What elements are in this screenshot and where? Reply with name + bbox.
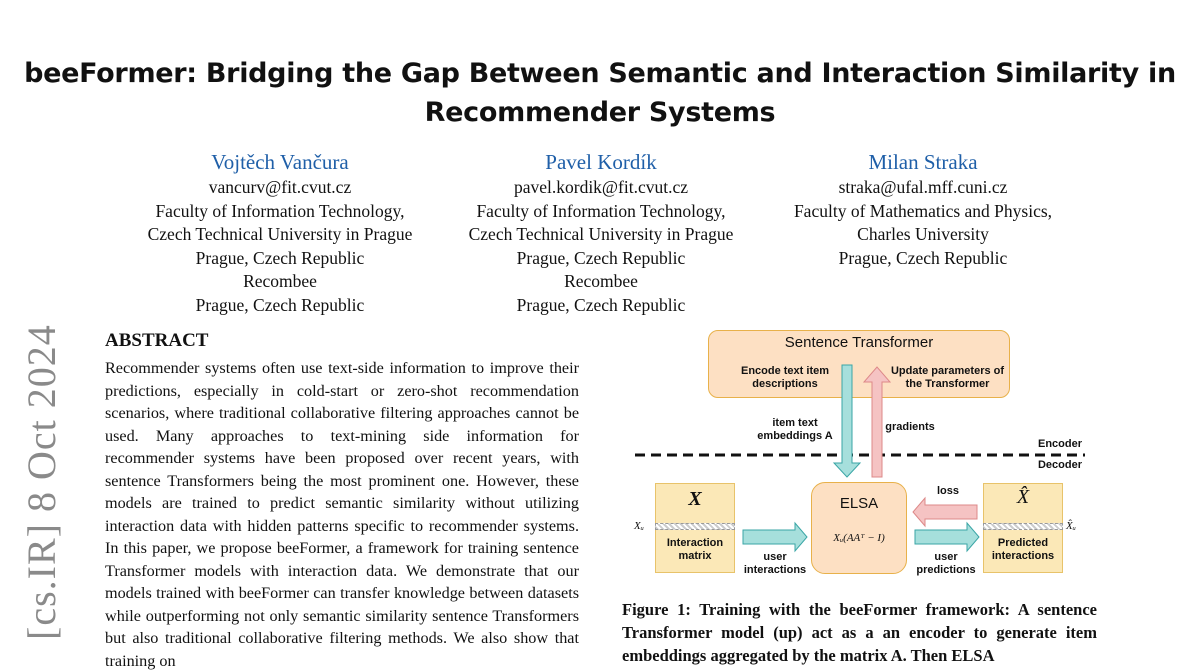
author-affil: Recombee: [564, 271, 638, 291]
abstract-text: Recommender systems often use text-side information to improve their predictions, especially in cold-start or zero-shot recommendation scenarios, where traditional collaborative filtering approaches cannot be used. Many approaches to text-mining side information for recommender systems have been proposed over recent years, with sentence Transformers being the most prominent one. However, these models are trained to predict semantic similarity without utilizing interaction data with hidden patterns specific to recommender systems. In this paper, we propose beeFormer, a framework for training sentence Transformer models with interaction data. We demonstrate that our models trained with beeFormer can transfer knowledge between datasets while outperforming not only semantic similarity sentence Transformers but also traditional collaborative filtering methods. We also show that training on: [105, 359, 579, 670]
author-affil: Faculty of Information Technology,: [155, 200, 405, 221]
author-name[interactable]: Pavel Kordík: [545, 150, 657, 174]
xu-label: Xᵤ: [634, 520, 644, 532]
author-name[interactable]: Milan Straka: [868, 150, 978, 174]
xhat-symbol: X̂: [1016, 486, 1030, 508]
elsa-label: ELSA: [839, 495, 879, 512]
author-2: [436, 148, 766, 317]
update-label: Update parameters of the Transformer: [890, 365, 1005, 390]
item-text-label: item text embeddings A: [757, 417, 833, 442]
user-interactions-label: user interactions: [743, 551, 807, 576]
st-title: Sentence Transformer: [784, 334, 934, 351]
encoder-label: Encoder: [1037, 438, 1082, 450]
author-affil: Recombee: [243, 271, 317, 291]
gradients-label: gradients: [885, 421, 935, 433]
loss-label: loss: [936, 485, 959, 497]
author-email: pavel.kordik@fit.cvut.cz: [513, 177, 689, 197]
predicted-interactions-label: Predicted interactions: [991, 537, 1055, 562]
author-affil: Prague, Czech Republic: [516, 247, 686, 268]
author-affil: Prague, Czech Republic: [516, 294, 686, 315]
xhatu-label: X̂ᵤ: [1066, 520, 1076, 532]
elsa-formula: Xᵤ(AAᵀ − I): [833, 532, 885, 544]
author-affil: Prague, Czech Republic: [195, 294, 365, 315]
author-3: [758, 148, 1088, 270]
user-predictions-arrow: [915, 523, 979, 551]
figure-caption: Figure 1: Training with the beeFormer framework: A sentence Transformer model (up) act as a an encoder to generate item embeddings aggregated by the matrix A. Then ELSA: [622, 600, 1097, 665]
x-symbol: X: [688, 488, 702, 510]
user-interactions-arrow: [743, 523, 807, 551]
user-row-stripe: [655, 523, 735, 530]
author-name[interactable]: Vojtěch Vančura: [211, 150, 349, 174]
user-predictions-label: user predictions: [916, 551, 976, 576]
decoder-label: Decoder: [1037, 459, 1083, 471]
paper-title: beeFormer: Bridging the Gap Between Semantic and Interaction Similarity in Recommender Systems: [24, 58, 1176, 128]
author-affil: Faculty of Information Technology,: [476, 200, 726, 221]
loss-arrow: [913, 498, 977, 526]
figure-1-diagram: [620, 325, 1100, 585]
interaction-matrix-label: Interaction matrix: [666, 537, 724, 562]
author-affil: Czech Technical University in Prague: [468, 224, 734, 244]
author-affil: Prague, Czech Republic: [195, 247, 365, 268]
encode-label: Encode text item descriptions: [740, 365, 830, 390]
predicted-row-stripe: [983, 523, 1063, 530]
author-1: [115, 148, 445, 317]
abstract-heading: ABSTRACT: [105, 330, 209, 351]
author-email: vancurv@fit.cvut.cz: [208, 177, 352, 197]
author-affil: Prague, Czech Republic: [838, 247, 1008, 268]
arxiv-stamp: [cs.IR] 8 Oct 2024: [19, 324, 64, 640]
author-affil: Faculty of Mathematics and Physics,: [793, 200, 1053, 221]
author-affil: Charles University: [857, 224, 989, 244]
author-email: straka@ufal.mff.cuni.cz: [838, 177, 1008, 197]
author-affil: Czech Technical University in Prague: [147, 224, 413, 244]
